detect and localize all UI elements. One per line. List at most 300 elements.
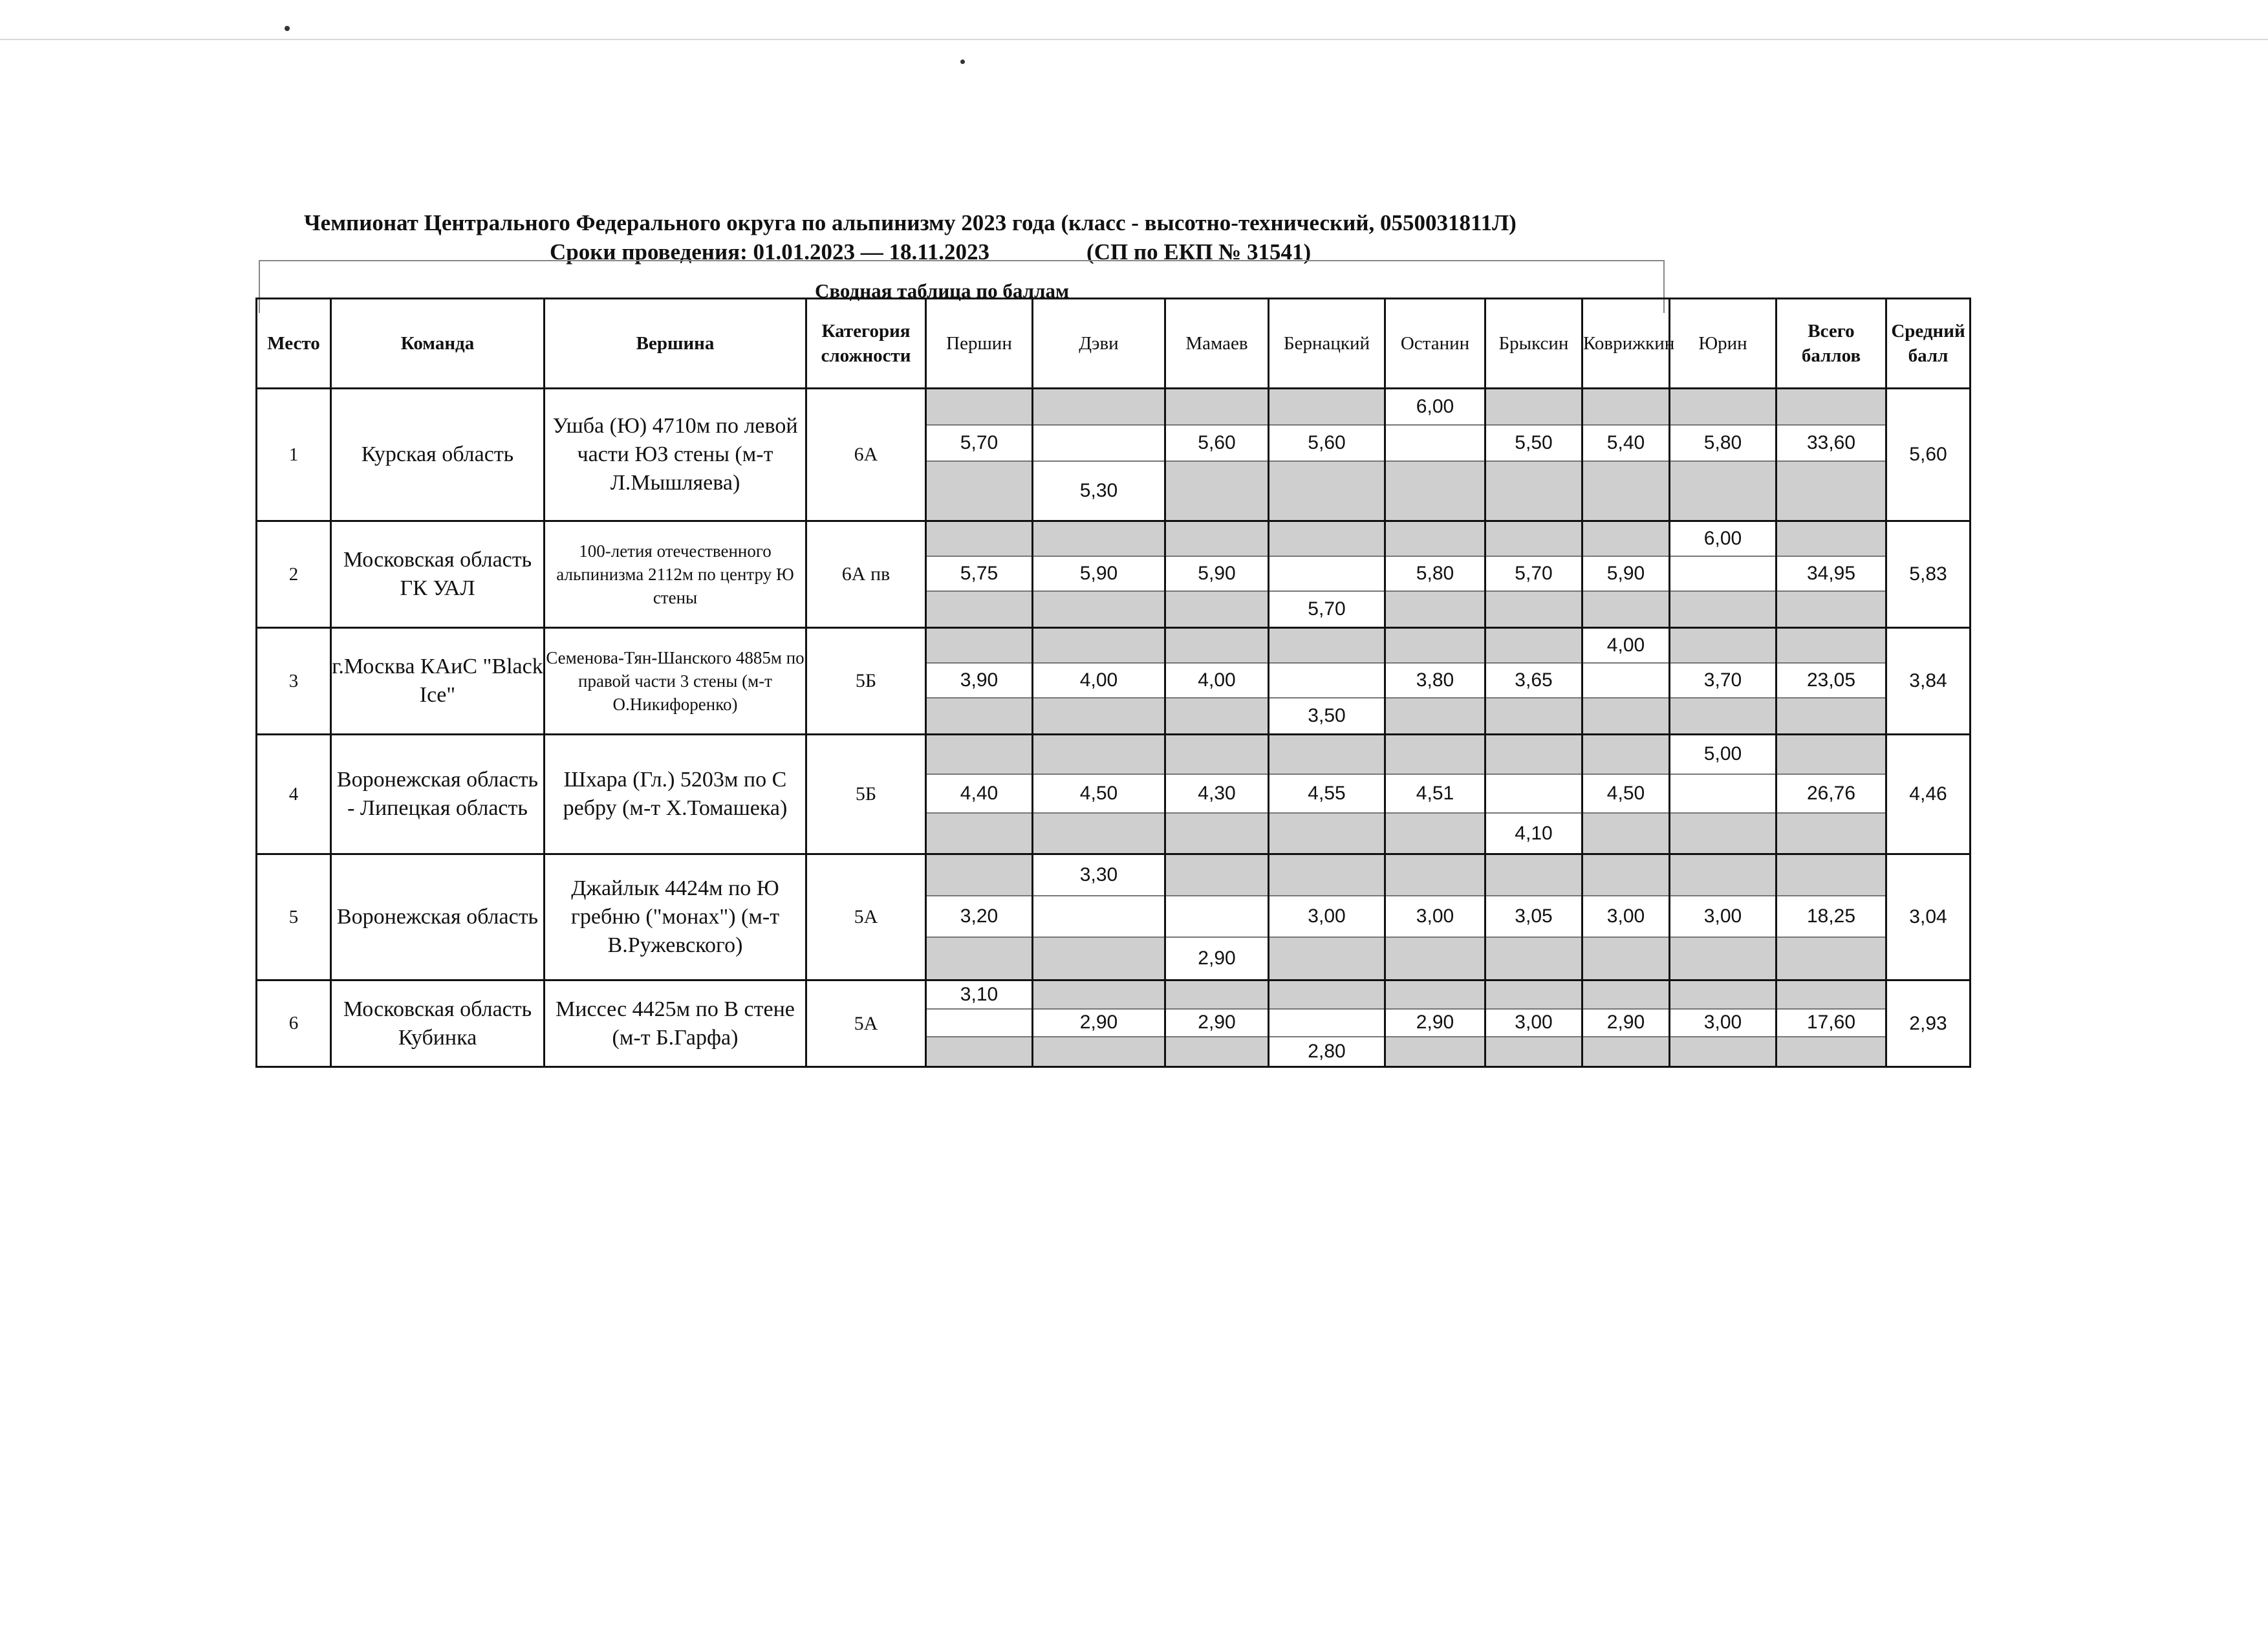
judge-score-cell	[1582, 854, 1670, 980]
min-score	[927, 814, 1031, 853]
min-score	[1777, 462, 1885, 520]
max-score	[1269, 629, 1384, 664]
score-stack	[1777, 735, 1885, 853]
total-score-cell	[1777, 521, 1886, 628]
counted-score: 4,55	[1269, 775, 1384, 814]
row-place: 6	[257, 980, 331, 1067]
max-score	[1486, 855, 1581, 896]
counted-score: 3,00	[1386, 896, 1484, 938]
table-subtitle: Сводная таблица по баллам	[815, 279, 1070, 302]
max-score	[1033, 981, 1164, 1010]
max-score: 5,00	[1670, 735, 1775, 775]
min-score: 2,90	[1166, 938, 1268, 979]
header-judge: Дэви	[1033, 299, 1165, 389]
max-score	[1486, 981, 1581, 1010]
score-stack	[1166, 522, 1268, 627]
score-stack	[1166, 981, 1268, 1066]
counted-score	[1583, 664, 1669, 698]
judge-score-cell	[1165, 521, 1269, 628]
row-category: 5А	[806, 854, 926, 980]
judge-score-cell	[1033, 389, 1165, 521]
max-score	[927, 855, 1031, 896]
scan-speck	[960, 60, 965, 64]
header-team: Команда	[331, 299, 545, 389]
header-average: Средний балл	[1886, 299, 1971, 389]
max-score	[1386, 522, 1484, 557]
judge-score-cell	[926, 521, 1033, 628]
row-team: г.Москва КАиС "Black Ice"	[331, 628, 545, 735]
max-score	[1583, 981, 1669, 1010]
counted-score: 17,60	[1777, 1010, 1885, 1038]
max-score	[1033, 389, 1164, 426]
max-score	[1583, 855, 1669, 896]
row-team: Московская область ГК УАЛ	[331, 521, 545, 628]
header-place: Место	[257, 299, 331, 389]
max-score	[1670, 855, 1775, 896]
min-score	[1670, 462, 1775, 520]
counted-score: 4,30	[1166, 775, 1268, 814]
judge-score-cell	[926, 735, 1033, 854]
counted-score	[1670, 557, 1775, 592]
max-score	[1486, 522, 1581, 557]
score-stack	[1386, 981, 1484, 1066]
counted-score: 23,05	[1777, 664, 1885, 698]
judge-score-cell	[1033, 735, 1165, 854]
max-score	[1269, 981, 1384, 1010]
score-stack	[927, 981, 1031, 1066]
header-judge: Коврижкин	[1582, 299, 1670, 389]
score-stack	[1583, 735, 1669, 853]
max-score	[1777, 522, 1885, 557]
min-score	[1583, 592, 1669, 627]
document-title: Чемпионат Центрального Федерального округа по альпинизму 2023 года (класс - высотно-технический, 0550031811Л)	[304, 210, 1517, 235]
judge-score-cell	[926, 980, 1033, 1067]
counted-score: 5,60	[1166, 426, 1268, 462]
counted-score	[1269, 557, 1384, 592]
counted-score: 3,00	[1670, 1010, 1775, 1038]
judge-score-cell	[1582, 628, 1670, 735]
min-score	[1583, 462, 1669, 520]
min-score	[927, 1037, 1031, 1066]
judge-score-cell	[1385, 628, 1485, 735]
counted-score: 18,25	[1777, 896, 1885, 938]
min-score	[1166, 814, 1268, 853]
min-score	[1386, 814, 1484, 853]
score-stack	[1166, 735, 1268, 853]
row-peak: Миссес 4425м по В стене (м-т Б.Гарфа)	[545, 980, 806, 1067]
score-stack	[1777, 981, 1885, 1066]
judge-score-cell	[1670, 735, 1777, 854]
counted-score	[1386, 426, 1484, 462]
judge-score-cell	[1269, 389, 1385, 521]
max-score	[1670, 389, 1775, 426]
score-stack	[927, 855, 1031, 979]
min-score	[1777, 698, 1885, 733]
max-score	[1777, 629, 1885, 664]
counted-score: 4,50	[1033, 775, 1164, 814]
score-stack	[1583, 522, 1669, 627]
max-score	[1166, 855, 1268, 896]
header-judge: Бернацкий	[1269, 299, 1385, 389]
judge-score-cell	[1269, 521, 1385, 628]
max-score	[1777, 981, 1885, 1010]
max-score	[1269, 389, 1384, 426]
judge-score-cell	[1485, 854, 1582, 980]
judge-score-cell	[1385, 521, 1485, 628]
total-score-cell	[1777, 980, 1886, 1067]
score-stack	[1486, 629, 1581, 733]
judge-score-cell	[1485, 389, 1582, 521]
score-stack	[1386, 629, 1484, 733]
min-score: 5,70	[1269, 592, 1384, 627]
judge-score-cell	[1165, 854, 1269, 980]
score-stack	[1033, 981, 1164, 1066]
counted-score: 5,90	[1166, 557, 1268, 592]
judge-score-cell	[1485, 521, 1582, 628]
min-score	[927, 462, 1031, 520]
score-stack	[1166, 855, 1268, 979]
row-place: 2	[257, 521, 331, 628]
header-judge: Мамаев	[1165, 299, 1269, 389]
max-score	[1386, 735, 1484, 775]
max-score	[1269, 735, 1384, 775]
judge-score-cell	[1485, 735, 1582, 854]
score-stack	[927, 389, 1031, 520]
judge-score-cell	[1033, 521, 1165, 628]
max-score	[1486, 629, 1581, 664]
min-score	[927, 938, 1031, 979]
min-score	[1386, 1037, 1484, 1066]
counted-score	[1269, 1010, 1384, 1038]
min-score	[1033, 814, 1164, 853]
max-score	[1386, 629, 1484, 664]
judge-score-cell	[1670, 521, 1777, 628]
max-score	[1166, 522, 1268, 557]
min-score	[1269, 814, 1384, 853]
score-stack	[1269, 629, 1384, 733]
counted-score	[1269, 664, 1384, 698]
max-score	[1166, 735, 1268, 775]
min-score	[1386, 592, 1484, 627]
counted-score: 5,70	[1486, 557, 1581, 592]
table-body	[257, 389, 1971, 1067]
table-row	[257, 521, 1971, 628]
table-row	[257, 854, 1971, 980]
min-score	[1583, 938, 1669, 979]
max-score	[1033, 629, 1164, 664]
judge-score-cell	[1385, 854, 1485, 980]
score-stack	[1777, 522, 1885, 627]
counted-score: 5,80	[1386, 557, 1484, 592]
min-score	[1166, 592, 1268, 627]
row-average: 4,46	[1886, 735, 1971, 854]
counted-score	[1486, 775, 1581, 814]
row-category: 5Б	[806, 628, 926, 735]
min-score: 5,30	[1033, 462, 1164, 520]
min-score	[1166, 698, 1268, 733]
counted-score: 5,75	[927, 557, 1031, 592]
min-score	[1583, 698, 1669, 733]
min-score: 2,80	[1269, 1037, 1384, 1066]
min-score	[1777, 814, 1885, 853]
counted-score: 5,80	[1670, 426, 1775, 462]
counted-score: 33,60	[1777, 426, 1885, 462]
row-average: 3,84	[1886, 628, 1971, 735]
max-score	[1166, 629, 1268, 664]
counted-score: 5,90	[1583, 557, 1669, 592]
counted-score: 3,00	[1670, 896, 1775, 938]
score-stack	[1269, 981, 1384, 1066]
row-peak: Шхара (Гл.) 5203м по С ребру (м-т Х.Томашека)	[545, 735, 806, 854]
judge-score-cell	[1269, 735, 1385, 854]
max-score	[1269, 855, 1384, 896]
row-category: 6А пв	[806, 521, 926, 628]
min-score	[1033, 592, 1164, 627]
row-place: 3	[257, 628, 331, 735]
score-stack	[1486, 522, 1581, 627]
row-category: 5Б	[806, 735, 926, 854]
score-stack	[1269, 522, 1384, 627]
min-score	[927, 592, 1031, 627]
min-score	[1386, 698, 1484, 733]
max-score: 3,10	[927, 981, 1031, 1010]
max-score	[1033, 522, 1164, 557]
max-score	[1777, 735, 1885, 775]
min-score	[1670, 814, 1775, 853]
score-stack	[927, 629, 1031, 733]
counted-score: 3,80	[1386, 664, 1484, 698]
row-average: 3,04	[1886, 854, 1971, 980]
counted-score: 4,51	[1386, 775, 1484, 814]
max-score	[1777, 855, 1885, 896]
counted-score: 4,00	[1166, 664, 1268, 698]
max-score	[927, 389, 1031, 426]
row-team: Московская область Кубинка	[331, 980, 545, 1067]
document-ekp: (СП по ЕКП № 31541)	[1086, 239, 1312, 265]
counted-score: 5,70	[927, 426, 1031, 462]
score-stack	[1033, 735, 1164, 853]
score-stack	[1583, 629, 1669, 733]
judge-score-cell	[1670, 980, 1777, 1067]
score-stack	[1486, 855, 1581, 979]
score-stack	[1269, 855, 1384, 979]
counted-score: 2,90	[1166, 1010, 1268, 1038]
score-stack	[1670, 389, 1775, 520]
document-dates: Сроки проведения: 01.01.2023 — 18.11.2023	[550, 239, 990, 265]
min-score	[1269, 938, 1384, 979]
table-row	[257, 389, 1971, 521]
header-judge: Брыксин	[1485, 299, 1582, 389]
judge-score-cell	[1269, 854, 1385, 980]
counted-score	[1033, 896, 1164, 938]
score-stack	[927, 735, 1031, 853]
max-score	[1033, 735, 1164, 775]
row-category: 5А	[806, 980, 926, 1067]
max-score	[927, 629, 1031, 664]
total-score-cell	[1777, 854, 1886, 980]
min-score	[1166, 1037, 1268, 1066]
min-score	[1486, 938, 1581, 979]
min-score	[1486, 698, 1581, 733]
score-stack	[1777, 389, 1885, 520]
counted-score	[1166, 896, 1268, 938]
max-score: 6,00	[1386, 389, 1484, 426]
min-score: 4,10	[1486, 814, 1581, 853]
min-score	[1386, 938, 1484, 979]
row-team: Воронежская область	[331, 854, 545, 980]
header-category: Категория сложности	[806, 299, 926, 389]
row-peak: Семенова-Тян-Шанского 4885м по правой части 3 стены (м-т О.Никифоренко)	[545, 628, 806, 735]
header-total: Всего баллов	[1777, 299, 1886, 389]
max-score	[1583, 735, 1669, 775]
min-score	[1386, 462, 1484, 520]
judge-score-cell	[1485, 628, 1582, 735]
min-score	[1583, 814, 1669, 853]
judge-score-cell	[1582, 980, 1670, 1067]
row-place: 5	[257, 854, 331, 980]
judge-score-cell	[1269, 980, 1385, 1067]
max-score	[1386, 855, 1484, 896]
row-place: 1	[257, 389, 331, 521]
row-peak: Джайлык 4424м по Ю гребню ("монах") (м-т В.Ружевского)	[545, 854, 806, 980]
min-score: 3,50	[1269, 698, 1384, 733]
score-stack	[1166, 389, 1268, 520]
counted-score: 3,00	[1269, 896, 1384, 938]
min-score	[1777, 592, 1885, 627]
counted-score: 4,40	[927, 775, 1031, 814]
score-stack	[1486, 389, 1581, 520]
min-score	[1486, 592, 1581, 627]
score-stack	[1670, 981, 1775, 1066]
min-score	[1670, 698, 1775, 733]
judge-score-cell	[1385, 389, 1485, 521]
table-row	[257, 735, 1971, 854]
score-table	[255, 298, 1971, 1068]
counted-score: 3,70	[1670, 664, 1775, 698]
score-stack	[1583, 981, 1669, 1066]
scan-speck	[285, 26, 290, 31]
judge-score-cell	[1165, 389, 1269, 521]
counted-score: 3,00	[1486, 1010, 1581, 1038]
score-stack	[1486, 981, 1581, 1066]
max-score: 4,00	[1583, 629, 1669, 664]
score-stack	[1386, 735, 1484, 853]
score-stack	[1670, 629, 1775, 733]
max-score	[1670, 629, 1775, 664]
score-stack	[1583, 389, 1669, 520]
score-stack	[1670, 855, 1775, 979]
judge-score-cell	[1165, 735, 1269, 854]
judge-score-cell	[1582, 735, 1670, 854]
min-score	[1777, 1037, 1885, 1066]
row-average: 2,93	[1886, 980, 1971, 1067]
min-score	[1269, 462, 1384, 520]
table-row	[257, 628, 1971, 735]
max-score	[1486, 389, 1581, 426]
counted-score: 5,60	[1269, 426, 1384, 462]
min-score	[1583, 1037, 1669, 1066]
min-score	[1777, 938, 1885, 979]
judge-score-cell	[926, 389, 1033, 521]
score-stack	[1777, 855, 1885, 979]
row-peak: Ушба (Ю) 4710м по левой части ЮЗ стены (м-т Л.Мышляева)	[545, 389, 806, 521]
min-score	[1486, 462, 1581, 520]
score-stack	[1486, 735, 1581, 853]
score-stack	[927, 522, 1031, 627]
row-team: Курская область	[331, 389, 545, 521]
min-score	[1670, 592, 1775, 627]
judge-score-cell	[1582, 389, 1670, 521]
counted-score	[927, 1010, 1031, 1038]
row-average: 5,60	[1886, 389, 1971, 521]
score-stack	[1033, 629, 1164, 733]
min-score	[1033, 698, 1164, 733]
judge-score-cell	[1385, 735, 1485, 854]
min-score	[1166, 462, 1268, 520]
counted-score: 2,90	[1033, 1010, 1164, 1038]
header-judge: Юрин	[1670, 299, 1777, 389]
score-stack	[1033, 855, 1164, 979]
max-score	[927, 735, 1031, 775]
score-stack	[1269, 735, 1384, 853]
judge-score-cell	[1165, 628, 1269, 735]
score-stack	[1386, 855, 1484, 979]
counted-score	[1670, 775, 1775, 814]
counted-score: 3,20	[927, 896, 1031, 938]
row-category: 6А	[806, 389, 926, 521]
header-judge: Першин	[926, 299, 1033, 389]
max-score	[1670, 981, 1775, 1010]
counted-score: 26,76	[1777, 775, 1885, 814]
judge-score-cell	[1033, 980, 1165, 1067]
judge-score-cell	[1485, 980, 1582, 1067]
min-score	[1670, 1037, 1775, 1066]
score-stack	[1386, 522, 1484, 627]
counted-score: 5,50	[1486, 426, 1581, 462]
max-score	[1386, 981, 1484, 1010]
max-score	[1583, 389, 1669, 426]
judge-score-cell	[926, 854, 1033, 980]
table-row	[257, 980, 1971, 1067]
counted-score: 2,90	[1583, 1010, 1669, 1038]
min-score	[927, 698, 1031, 733]
header-peak: Вершина	[545, 299, 806, 389]
counted-score: 3,05	[1486, 896, 1581, 938]
score-stack	[1670, 735, 1775, 853]
max-score	[1777, 389, 1885, 426]
max-score	[1486, 735, 1581, 775]
counted-score: 4,00	[1033, 664, 1164, 698]
max-score	[1166, 981, 1268, 1010]
min-score	[1486, 1037, 1581, 1066]
header-judge: Останин	[1385, 299, 1485, 389]
judge-score-cell	[1670, 389, 1777, 521]
judge-score-cell	[1033, 628, 1165, 735]
table-header-row	[257, 299, 1971, 389]
row-peak: 100-летия отечественного альпинизма 2112м по центру Ю стены	[545, 521, 806, 628]
judge-score-cell	[1165, 980, 1269, 1067]
judge-score-cell	[1670, 854, 1777, 980]
total-score-cell	[1777, 628, 1886, 735]
score-stack	[1386, 389, 1484, 520]
judge-score-cell	[1033, 854, 1165, 980]
row-team: Воронежская область - Липецкая область	[331, 735, 545, 854]
max-score: 6,00	[1670, 522, 1775, 557]
counted-score	[1033, 426, 1164, 462]
score-stack	[1777, 629, 1885, 733]
judge-score-cell	[1269, 628, 1385, 735]
max-score	[1583, 522, 1669, 557]
